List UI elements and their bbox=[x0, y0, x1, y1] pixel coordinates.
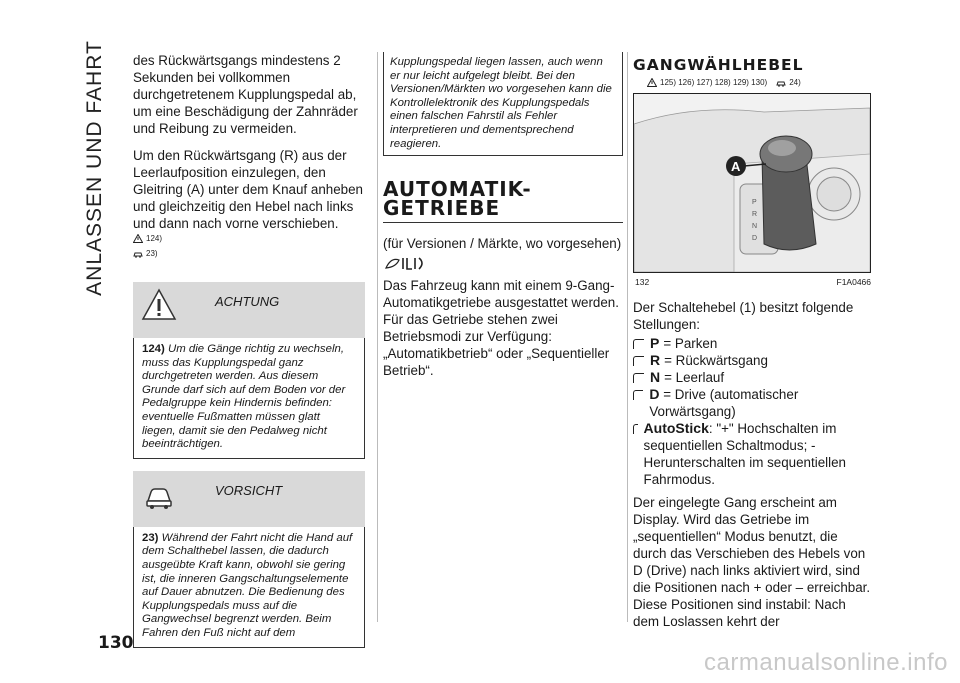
warning-triangle-icon bbox=[133, 234, 143, 243]
paragraph: (für Versionen / Märkte, wo vorgesehen) bbox=[383, 236, 622, 252]
warning-reference bbox=[133, 234, 365, 243]
gear-item: R = Rückwärtsgang bbox=[633, 352, 873, 369]
gear-item: D = Drive (automatischer Vorwärtsgang) bbox=[633, 386, 873, 420]
svg-text:R: R bbox=[752, 211, 758, 218]
caution-header bbox=[133, 471, 365, 527]
caution-reference bbox=[133, 249, 365, 258]
warning-header bbox=[133, 282, 365, 338]
chapter-title: ANLASSEN UND FAHRT bbox=[83, 40, 106, 296]
caution-number: 23) bbox=[142, 531, 159, 544]
arrow-icon bbox=[633, 390, 643, 400]
car-caution-icon bbox=[141, 477, 177, 511]
reference-number: 23) bbox=[146, 249, 158, 258]
paragraph: Der eingelegte Gang erscheint am Display. Wird das Getriebe im „sequentiellen“ Modus benutzt, die durch das Verschieben des Hebels von D (Drive) nach links aktiviert wird, sind die Positionen nach + oder – erreichbar. Diese Positionen sind instabil: Nach dem Loslassen kehrt der bbox=[633, 495, 871, 629]
figure-number: 132 bbox=[635, 277, 650, 287]
arrow-icon bbox=[633, 373, 644, 383]
paragraph: Um den Rückwärtsgang (R) aus der Leerlaufposition einzulegen, den Gleitring (A) unter dem Knauf anheben und gleichzeitig den Hebel nach links und dann nach vorne verschieben. bbox=[133, 148, 364, 231]
warning-reference bbox=[647, 78, 873, 87]
svg-text:D: D bbox=[752, 235, 758, 242]
column-3 bbox=[633, 56, 873, 640]
reference-numbers: 125) 126) 127) 128) 129) 130) bbox=[660, 78, 768, 87]
gear-lever-illustration bbox=[634, 94, 870, 272]
section-heading: AUTOMATIK-GETRIEBE bbox=[383, 180, 533, 223]
page-number: 130 bbox=[98, 633, 134, 653]
paragraph: des Rückwärtsgangs mindestens 2 Sekunden bei vollkommen durchgetretenem Kupplungspedal ab, um eine Beschädigung der Zahnräder und Reibung zu vermeiden. bbox=[133, 53, 358, 136]
car-caution-icon bbox=[776, 78, 786, 87]
paragraph: Der Schaltehebel (1) besitzt folgende Stellungen: bbox=[633, 300, 854, 332]
column-divider bbox=[627, 52, 628, 622]
heading-rule bbox=[383, 222, 623, 223]
arrow-icon bbox=[633, 424, 638, 434]
column-2 bbox=[383, 56, 623, 389]
reference-number: 24) bbox=[789, 78, 801, 87]
gear-lever-figure bbox=[633, 93, 871, 273]
warning-title: ACHTUNG bbox=[215, 294, 280, 309]
warning-number: 124) bbox=[142, 343, 165, 355]
eco-label-icon bbox=[383, 254, 437, 272]
reference-number: 124) bbox=[146, 234, 163, 243]
column-1 bbox=[133, 52, 365, 648]
gear-item: AutoStick: "+" Hochschalten im sequentiellen Schaltmodus; - Herunterschalten im sequentiellen Fahrmodus. bbox=[633, 420, 873, 488]
warning-box bbox=[133, 338, 365, 459]
gear-item: P = Parken bbox=[633, 335, 873, 352]
svg-text:P: P bbox=[752, 199, 757, 206]
caution-box-continued bbox=[383, 52, 623, 156]
arrow-icon bbox=[633, 356, 644, 366]
section-heading: GANGWÄHLHEBEL bbox=[633, 56, 804, 74]
car-caution-icon bbox=[133, 249, 143, 258]
chapter-sidebar bbox=[80, 40, 110, 296]
figure-code: F1A0466 bbox=[836, 277, 871, 287]
gear-item: N = Leerlauf bbox=[633, 369, 873, 386]
warning-triangle-icon bbox=[647, 78, 657, 87]
gear-list bbox=[633, 335, 873, 488]
arrow-icon bbox=[633, 339, 644, 349]
column-divider bbox=[377, 52, 378, 622]
caution-box bbox=[133, 527, 365, 648]
figure-caption bbox=[633, 277, 873, 287]
caution-text: Während der Fahrt nicht die Hand auf dem Schalthebel lassen, die dadurch ausgeübte Kraft kann, obwohl sie gering ist, die inneren Gangschaltungselemente auf Dauer abnutzen. Die Bedienung des Kupplungspedals muss auf die Gangwechsel begrenzt werden. Beim Fahren den Fuß nicht auf dem bbox=[142, 531, 353, 639]
caution-text: Kupplungspedal liegen lassen, auch wenn er nur leicht aufgelegt bleibt. Bei den Versionen/Märkten wo vorgesehen kann die Kontrollelektronik des Kupplungspedals einen falschen Fahrstil als Fehler interpretieren und dementsprechend reagieren. bbox=[390, 56, 612, 150]
figure-callout-a: A bbox=[731, 159, 741, 174]
caution-title: VORSICHT bbox=[215, 482, 283, 498]
svg-text:N: N bbox=[752, 223, 758, 230]
warning-triangle-icon bbox=[141, 288, 177, 322]
warning-text: Um die Gänge richtig zu wechseln, muss das Kupplungspedal ganz durchgetreten werden. Aus diesem Grunde darf sich auf dem Boden vor der Pedalgruppe kein Hindernis befinden: eventuelle Fußmatten müssen glatt liegen, damit sie den Pedalweg nicht beeinträchtigen. bbox=[142, 343, 346, 451]
watermark: carmanualsonline.info bbox=[704, 649, 948, 676]
paragraph: Das Fahrzeug kann mit einem 9-Gang-Automatikgetriebe ausgestattet werden. Für das Getriebe stehen zwei Betriebsmodi zur Verfügung: „Automatikbetrieb“ oder „Sequentieller Betrieb“. bbox=[383, 278, 619, 379]
